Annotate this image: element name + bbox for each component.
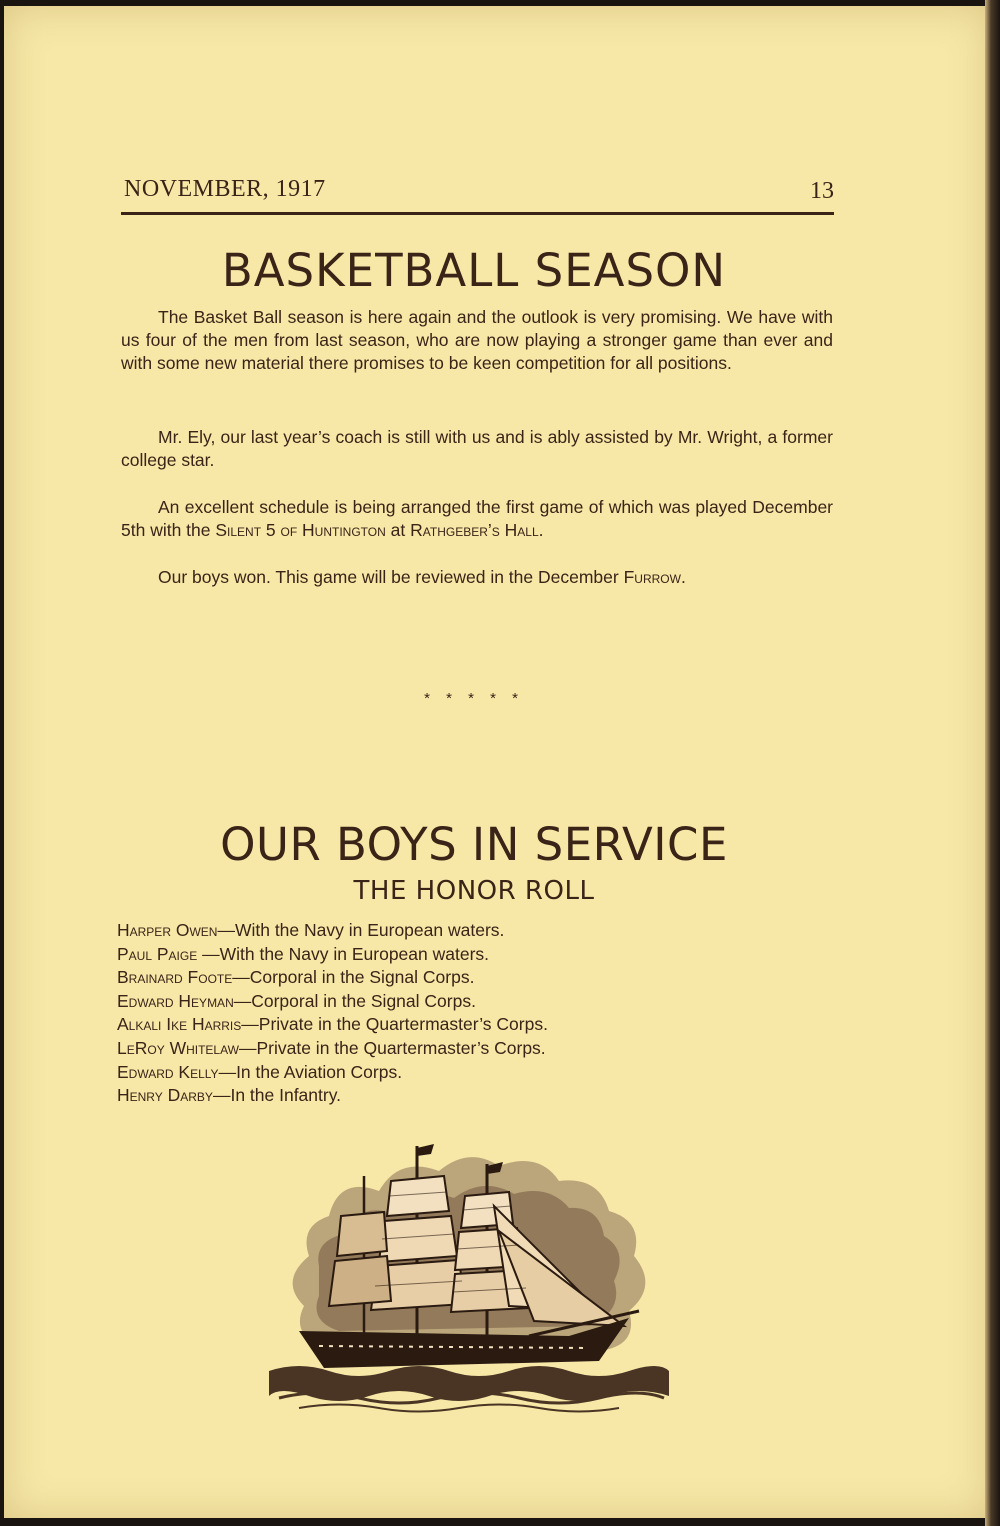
- magazine-name: Furrow: [623, 567, 681, 587]
- p3-text-2: at: [385, 520, 411, 540]
- issue-date: NOVEMBER, 1917: [124, 176, 326, 202]
- soldier-name: Brainard Foote: [117, 967, 233, 988]
- soldier-name: Edward Kelly: [117, 1061, 219, 1082]
- soldier-role: —With the Navy in European waters.: [217, 920, 505, 940]
- p3-text-1: An excellent schedule is being arranged the first game of which was played December 5th with the: [121, 497, 833, 540]
- sailing-ship-illustration: [269, 1136, 669, 1416]
- honor-roll-entry: [117, 990, 548, 1014]
- soldier-role: —Private in the Quartermaster’s Corps.: [241, 1014, 548, 1035]
- soldier-role: —Corporal in the Signal Corps.: [233, 990, 476, 1011]
- honor-roll-entry: [117, 1061, 548, 1085]
- honor-roll-entry: [117, 1013, 548, 1037]
- soldier-name: Harper Owen: [117, 920, 218, 940]
- soldier-name: Paul Paige: [117, 943, 198, 964]
- p4-text-2: .: [680, 567, 686, 587]
- page-number: 13: [810, 178, 834, 204]
- honor-roll-entry: [117, 1037, 548, 1061]
- magazine-page: [4, 6, 989, 1518]
- soldier-role: —In the Infantry.: [212, 1085, 342, 1106]
- basketball-paragraph-3: [121, 496, 833, 542]
- soldier-role: —With the Navy in European waters.: [197, 943, 490, 964]
- soldier-role: —Private in the Quartermaster’s Corps.: [238, 1037, 546, 1058]
- service-title: OUR BOYS IN SERVICE: [220, 818, 728, 871]
- opponent-team: Silent 5 of Huntington: [215, 520, 386, 540]
- honor-roll-entry: [117, 1084, 548, 1108]
- page-edge-shadow: [985, 0, 1000, 1526]
- basketball-paragraph-4: [121, 566, 833, 589]
- soldier-name: LeRoy Whitelaw: [117, 1037, 239, 1058]
- soldier-name: Alkali Ike Harris: [117, 1014, 242, 1035]
- venue-name: Rathgeber’s Hall: [410, 520, 539, 540]
- basketball-paragraph-1: The Basket Ball season is here again and the outlook is very promising. We have with us four of the men from last season, who are now playing a stronger game than ever and with some new material there promises to be keen competition for all positions.: [121, 307, 833, 373]
- soldier-role: —Corporal in the Signal Corps.: [232, 967, 475, 988]
- honor-roll-entry: [117, 919, 548, 943]
- honor-roll-subtitle: THE HONOR ROLL: [353, 876, 595, 906]
- honor-roll-list: [117, 919, 548, 1108]
- p4-text-1: Our boys won. This game will be reviewed in the December: [158, 567, 624, 587]
- basketball-title: BASKETBALL SEASON: [221, 244, 727, 297]
- honor-roll-entry: [117, 966, 548, 990]
- p3-text-3: .: [538, 520, 544, 540]
- soldier-name: Edward Heyman: [117, 990, 234, 1011]
- honor-roll-entry: [117, 943, 548, 967]
- soldier-role: —In the Aviation Corps.: [218, 1061, 403, 1082]
- basketball-paragraph-2: Mr. Ely, our last year’s coach is still with us and is ably assisted by Mr. Wright, a former college star.: [121, 427, 833, 470]
- soldier-name: Henry Darby: [117, 1085, 213, 1106]
- section-separator: * * * * *: [424, 690, 524, 707]
- page-header: [121, 176, 834, 215]
